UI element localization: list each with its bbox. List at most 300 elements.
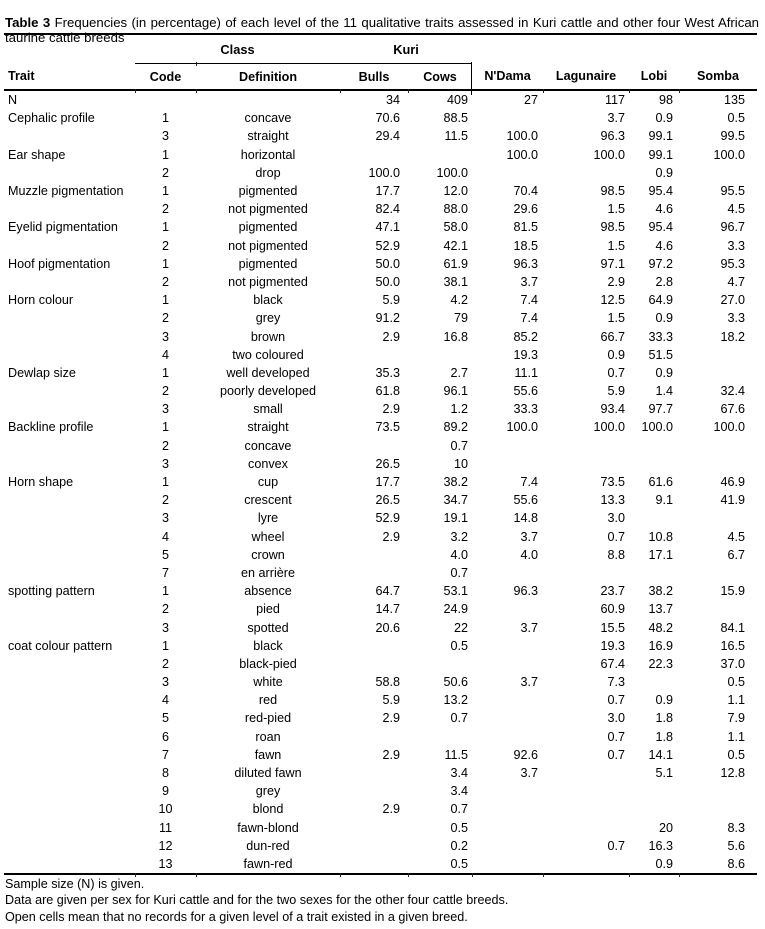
table-row <box>4 546 757 564</box>
table-row <box>4 364 757 382</box>
cell-bulls <box>340 546 408 564</box>
cell-lagunaire: 97.1 <box>600 256 626 271</box>
rule-tick <box>408 89 409 93</box>
cell-n-dama: 55.6 <box>513 384 539 399</box>
cell-somba: 95.5 <box>720 184 746 199</box>
cell-trait: Backline profile <box>8 420 94 435</box>
cell-trait <box>4 346 135 364</box>
cell-cows: 89.2 <box>443 420 469 435</box>
cell-code: 2 <box>161 202 169 217</box>
cell-lagunaire: 0.9 <box>607 347 626 362</box>
cell-lagunaire: 13.3 <box>600 493 626 508</box>
cell-somba: 99.5 <box>720 129 746 144</box>
table-row <box>4 218 757 236</box>
table-row <box>4 255 757 273</box>
cell-trait <box>4 528 135 546</box>
cell-somba: 27.0 <box>720 293 746 308</box>
table-row <box>4 691 757 709</box>
cell-somba: 4.5 <box>727 202 746 217</box>
cell-lobi <box>629 673 679 691</box>
cell-n-dama: 92.6 <box>513 747 539 762</box>
cell-n-dama <box>472 655 543 673</box>
cell-definition: grey <box>255 311 281 326</box>
cell-n-dama <box>472 455 543 473</box>
col-header-bulls: Bulls <box>340 64 408 91</box>
cell-lobi: 17.1 <box>648 547 674 562</box>
cell-code: 3 <box>161 511 169 526</box>
cell-lobi: 2.8 <box>655 274 674 289</box>
cell-trait <box>4 728 135 746</box>
table-row <box>4 819 757 837</box>
cell-cows: 38.1 <box>443 274 469 289</box>
cell-somba: 37.0 <box>720 656 746 671</box>
cell-cows: 88.0 <box>443 202 469 217</box>
table-row <box>4 855 757 874</box>
cell-somba <box>679 455 757 473</box>
cell-definition: crescent <box>244 493 292 508</box>
cell-definition: lyre <box>257 511 279 526</box>
cell-definition: roan <box>255 729 281 744</box>
table-row <box>4 673 757 691</box>
cell-code: 2 <box>161 602 169 617</box>
cell-n-dama: 55.6 <box>513 493 539 508</box>
cell-code: 4 <box>161 693 169 708</box>
cell-definition: red <box>258 693 278 708</box>
cell-n-dama <box>472 709 543 727</box>
cell-lobi: 98 <box>659 93 674 108</box>
rule-tick <box>679 89 680 93</box>
cell-bulls: 2.9 <box>382 402 400 417</box>
cell-code: 5 <box>161 547 169 562</box>
cell-code: 2 <box>161 656 169 671</box>
cell-n-dama: 96.3 <box>513 584 539 599</box>
rule-tick <box>196 89 197 93</box>
cell-bulls: 20.6 <box>375 620 400 635</box>
cell-lagunaire: 93.4 <box>600 402 626 417</box>
cell-trait <box>4 673 135 691</box>
cell-n-dama: 11.1 <box>514 365 539 380</box>
cell-trait <box>4 164 135 182</box>
cell-lagunaire: 60.9 <box>600 602 626 617</box>
table-row <box>4 491 757 509</box>
cell-definition: straight <box>247 420 289 435</box>
cell-bulls: 5.9 <box>382 693 400 708</box>
cell-somba: 5.6 <box>727 838 746 853</box>
cell-n-dama: 85.2 <box>513 329 539 344</box>
cell-cows: 0.7 <box>450 802 469 817</box>
cell-code: 6 <box>161 729 169 744</box>
table-row <box>4 728 757 746</box>
cell-lagunaire: 0.7 <box>607 365 626 380</box>
cell-code: 4 <box>161 347 169 362</box>
cell-bulls: 2.9 <box>382 529 400 544</box>
cell-lagunaire: 98.5 <box>600 220 626 235</box>
cell-somba: 84.1 <box>720 620 746 635</box>
cell-n-dama <box>472 564 543 582</box>
cell-lagunaire: 0.7 <box>607 747 626 762</box>
rule-tick <box>543 89 544 93</box>
cell-definition: spotted <box>247 620 289 635</box>
cell-definition: brown <box>250 329 286 344</box>
cell-lobi: 61.6 <box>648 475 674 490</box>
cell-n-dama <box>472 855 543 874</box>
spanner-spacer <box>472 34 543 64</box>
spanner-kuri: Kuri <box>340 34 472 64</box>
cell-code: 13 <box>158 856 173 871</box>
cell-cows: 96.1 <box>443 384 469 399</box>
cell-lobi: 0.9 <box>655 111 674 126</box>
cell-cows: 0.7 <box>450 438 469 453</box>
cell-lobi: 95.4 <box>648 184 674 199</box>
cell-bulls: 17.7 <box>375 475 400 490</box>
cell-lagunaire: 23.7 <box>600 584 626 599</box>
cell-n-dama: 19.3 <box>513 347 539 362</box>
cell-code: 3 <box>161 620 169 635</box>
cell-somba: 16.5 <box>720 638 746 653</box>
cell-lagunaire <box>543 800 629 818</box>
cell-lobi: 5.1 <box>655 766 674 781</box>
cell-bulls: 34 <box>385 93 400 108</box>
table-row <box>4 618 757 636</box>
cell-code: 5 <box>161 711 169 726</box>
cell-lagunaire: 100.0 <box>593 420 626 435</box>
cell-code: 9 <box>161 784 169 799</box>
cell-bulls: 26.5 <box>375 493 400 508</box>
cell-cows <box>408 655 472 673</box>
cell-bulls <box>340 346 408 364</box>
cell-definition: well developed <box>226 365 310 380</box>
cell-bulls: 100.0 <box>368 165 400 180</box>
cell-lobi: 99.1 <box>648 129 674 144</box>
cell-trait <box>4 819 135 837</box>
cell-trait <box>4 746 135 764</box>
cell-definition: fawn-blond <box>237 820 299 835</box>
cell-trait <box>4 382 135 400</box>
cell-code: 1 <box>161 475 169 490</box>
cell-lagunaire: 96.3 <box>600 129 626 144</box>
footnote-line: Data are given per sex for Kuri cattle and for the two sexes for the other four cattle breeds. <box>5 893 509 908</box>
cell-definition: not pigmented <box>228 202 308 217</box>
cell-lagunaire: 73.5 <box>600 475 626 490</box>
cell-trait <box>4 509 135 527</box>
spanner-spacer <box>543 34 629 64</box>
table-row <box>4 637 757 655</box>
cell-code: 1 <box>161 220 169 235</box>
cell-code: 1 <box>161 584 169 599</box>
cell-cows: 61.9 <box>443 256 469 271</box>
cell-somba: 3.3 <box>727 311 746 326</box>
footnote-line: Sample size (N) is given. <box>5 877 145 891</box>
cell-code: 7 <box>161 747 169 762</box>
cell-bulls <box>340 564 408 582</box>
cell-trait <box>4 691 135 709</box>
cell-cows: 4.2 <box>450 293 469 308</box>
cell-definition: red-pied <box>244 711 292 726</box>
table-row <box>4 273 757 291</box>
cell-bulls: 58.8 <box>375 675 400 690</box>
cell-lobi: 10.8 <box>648 529 674 544</box>
cell-bulls: 2.9 <box>382 711 400 726</box>
cell-lobi: 14.1 <box>648 747 674 762</box>
cell-somba: 0.5 <box>727 675 746 690</box>
cell-cows: 79 <box>454 311 469 326</box>
cell-cows: 11.5 <box>444 129 469 144</box>
cell-code: 2 <box>161 493 169 508</box>
cell-lagunaire: 0.7 <box>607 838 626 853</box>
cell-n-dama <box>472 782 543 800</box>
cell-somba <box>679 346 757 364</box>
cell-trait <box>4 764 135 782</box>
cell-definition: pigmented <box>238 220 298 235</box>
cell-code: 4 <box>161 529 169 544</box>
table-row <box>4 109 757 127</box>
cell-definition: crown <box>251 547 285 562</box>
cell-lagunaire <box>543 564 629 582</box>
cell-cows: 38.2 <box>443 475 469 490</box>
cell-n-dama <box>472 819 543 837</box>
cell-definition: drop <box>255 165 281 180</box>
cell-n-dama: 3.7 <box>520 620 539 635</box>
cell-lagunaire: 0.7 <box>607 729 626 744</box>
cell-code: 1 <box>161 293 169 308</box>
cell-somba <box>679 364 757 382</box>
cell-lobi: 48.2 <box>648 620 674 635</box>
col-header-somba: Somba <box>679 64 757 91</box>
cell-code: 2 <box>161 165 169 180</box>
cell-bulls: 2.9 <box>382 747 400 762</box>
cell-code: 2 <box>161 274 169 289</box>
spanner-spacer <box>629 34 679 64</box>
cell-lobi <box>629 782 679 800</box>
cell-n-dama: 100.0 <box>506 147 539 162</box>
cell-code: 10 <box>158 802 173 817</box>
cell-somba: 8.6 <box>727 856 746 871</box>
cell-code: 1 <box>161 256 169 271</box>
cell-bulls <box>340 637 408 655</box>
cell-lobi: 38.2 <box>648 584 674 599</box>
cell-definition: small <box>253 402 283 417</box>
cell-lobi: 33.3 <box>648 329 674 344</box>
cell-n-dama <box>472 800 543 818</box>
cell-bulls: 2.9 <box>382 802 400 817</box>
cell-somba <box>679 564 757 582</box>
cell-definition: cup <box>257 475 279 490</box>
cell-lagunaire: 1.5 <box>607 202 626 217</box>
col-header-ndama: N'Dama <box>472 64 543 91</box>
cell-lobi: 51.5 <box>648 347 674 362</box>
cell-trait: Hoof pigmentation <box>8 256 111 271</box>
cell-cows: 42.1 <box>443 238 469 253</box>
cell-definition: pied <box>256 602 280 617</box>
cell-trait <box>4 800 135 818</box>
cell-bulls: 2.9 <box>382 329 400 344</box>
footnote-line: Open cells mean that no records for a given level of a trait existed in a given breed. <box>5 909 468 924</box>
cell-somba: 8.3 <box>727 820 746 835</box>
cell-somba <box>679 800 757 818</box>
cell-definition: pigmented <box>238 184 298 199</box>
cell-lagunaire <box>543 437 629 455</box>
table-row <box>4 291 757 309</box>
spanner-spacer <box>4 34 135 64</box>
table-row <box>4 655 757 673</box>
cell-definition: black <box>253 293 283 308</box>
cell-somba: 15.9 <box>720 584 746 599</box>
cell-code: 2 <box>161 384 169 399</box>
cell-lagunaire: 3.0 <box>607 511 626 526</box>
table-row <box>4 473 757 491</box>
cell-trait <box>4 127 135 145</box>
table-row <box>4 400 757 418</box>
cell-cows: 11.5 <box>444 747 469 762</box>
spanner-class: Class <box>135 34 340 64</box>
cell-lagunaire: 67.4 <box>600 656 626 671</box>
cell-trait <box>4 455 135 473</box>
cell-cows: 16.8 <box>443 329 469 344</box>
cell-cows: 88.5 <box>443 111 469 126</box>
cell-somba: 4.5 <box>727 529 746 544</box>
cell-n-dama: 3.7 <box>520 529 539 544</box>
cell-trait <box>4 618 135 636</box>
cell-n-dama: 33.3 <box>513 402 539 417</box>
cell-lagunaire: 2.9 <box>607 274 626 289</box>
cell-lagunaire: 66.7 <box>600 329 626 344</box>
cell-lobi: 13.7 <box>648 602 674 617</box>
cell-bulls: 64.7 <box>375 584 400 599</box>
cell-cows: 13.2 <box>443 693 469 708</box>
cell-cows: 19.1 <box>443 511 469 526</box>
spanner-spacer <box>679 34 757 64</box>
cell-n-dama: 100.0 <box>506 129 539 144</box>
cell-lobi <box>629 564 679 582</box>
cell-n-dama <box>472 164 543 182</box>
cell-definition <box>196 90 340 109</box>
cell-somba: 12.8 <box>720 766 746 781</box>
cell-somba: 3.3 <box>727 238 746 253</box>
table-body <box>4 90 757 874</box>
rule-tick <box>340 89 341 93</box>
cell-code: 1 <box>161 638 169 653</box>
table-row <box>4 309 757 327</box>
cell-trait <box>4 546 135 564</box>
cell-lagunaire: 0.7 <box>607 693 626 708</box>
cell-somba: 0.5 <box>727 747 746 762</box>
cell-lagunaire: 98.5 <box>600 184 626 199</box>
table-number: Table 3 <box>5 15 51 31</box>
cell-bulls: 50.0 <box>375 274 400 289</box>
cell-trait <box>4 782 135 800</box>
cell-definition: grey <box>255 784 281 799</box>
cell-trait: Horn colour <box>8 293 74 308</box>
cell-bulls <box>340 437 408 455</box>
table-row <box>4 237 757 255</box>
cell-code: 1 <box>161 365 169 380</box>
cell-n-dama: 3.7 <box>520 675 539 690</box>
cell-somba: 6.7 <box>727 547 746 562</box>
cell-code: 1 <box>161 111 169 126</box>
cell-definition: white <box>253 675 283 690</box>
cell-lagunaire: 1.5 <box>607 311 626 326</box>
cell-bulls <box>340 728 408 746</box>
cell-lobi: 0.9 <box>655 365 674 380</box>
cell-bulls <box>340 764 408 782</box>
cell-cows: 0.7 <box>450 711 469 726</box>
cell-n-dama: 18.5 <box>513 238 539 253</box>
cell-n-dama <box>472 600 543 618</box>
cell-n-dama: 29.6 <box>513 202 539 217</box>
cell-definition: convex <box>248 456 288 471</box>
cell-code: 11 <box>158 820 173 835</box>
cell-somba: 7.9 <box>727 711 746 726</box>
table-row <box>4 800 757 818</box>
cell-bulls: 61.8 <box>375 384 400 399</box>
cell-trait <box>4 564 135 582</box>
cell-lagunaire: 8.8 <box>607 547 626 562</box>
cell-n-dama <box>472 837 543 855</box>
cell-cows: 53.1 <box>443 584 469 599</box>
cell-lobi <box>629 800 679 818</box>
cell-lobi: 99.1 <box>648 147 674 162</box>
cell-definition: en arrière <box>241 565 295 580</box>
cell-lobi: 100.0 <box>641 420 674 435</box>
table-row <box>4 146 757 164</box>
cell-trait <box>4 491 135 509</box>
cell-bulls <box>340 782 408 800</box>
cell-cows: 409 <box>447 93 469 108</box>
cell-cows <box>408 346 472 364</box>
cell-lobi: 1.8 <box>655 729 674 744</box>
cell-trait <box>4 200 135 218</box>
cell-n-dama <box>472 437 543 455</box>
cell-trait <box>4 400 135 418</box>
cell-cows: 50.6 <box>443 675 469 690</box>
cell-lobi: 9.1 <box>655 493 674 508</box>
cell-trait: N <box>8 93 18 108</box>
cell-n-dama: 3.7 <box>520 274 539 289</box>
cell-somba <box>679 782 757 800</box>
cell-bulls: 70.6 <box>375 111 400 126</box>
cell-definition: wheel <box>251 529 285 544</box>
cell-somba: 46.9 <box>720 475 746 490</box>
cell-cows: 0.5 <box>450 820 469 835</box>
cell-somba: 100.0 <box>713 147 746 162</box>
table-row <box>4 437 757 455</box>
table-row <box>4 837 757 855</box>
cell-n-dama: 7.4 <box>520 293 539 308</box>
header-row <box>4 64 757 91</box>
cell-definition: not pigmented <box>228 274 308 289</box>
cell-lobi: 0.9 <box>655 311 674 326</box>
cell-bulls <box>340 146 408 164</box>
cell-lobi <box>629 509 679 527</box>
cell-trait: Muzzle pigmentation <box>8 184 124 199</box>
cell-cows: 1.2 <box>450 402 469 417</box>
cell-definition: pigmented <box>238 256 298 271</box>
cell-bulls: 26.5 <box>375 456 400 471</box>
cell-lagunaire: 0.7 <box>607 529 626 544</box>
cell-cows: 4.0 <box>450 547 469 562</box>
cell-trait <box>4 237 135 255</box>
cell-somba: 100.0 <box>713 420 746 435</box>
cell-lobi <box>629 437 679 455</box>
cell-somba: 96.7 <box>720 220 746 235</box>
cell-code: 1 <box>161 147 169 162</box>
cell-definition: horizontal <box>240 147 296 162</box>
cell-bulls: 52.9 <box>375 511 400 526</box>
cell-cows: 34.7 <box>443 493 469 508</box>
cell-n-dama: 7.4 <box>520 311 539 326</box>
cell-somba: 18.2 <box>720 329 746 344</box>
table-row <box>4 600 757 618</box>
